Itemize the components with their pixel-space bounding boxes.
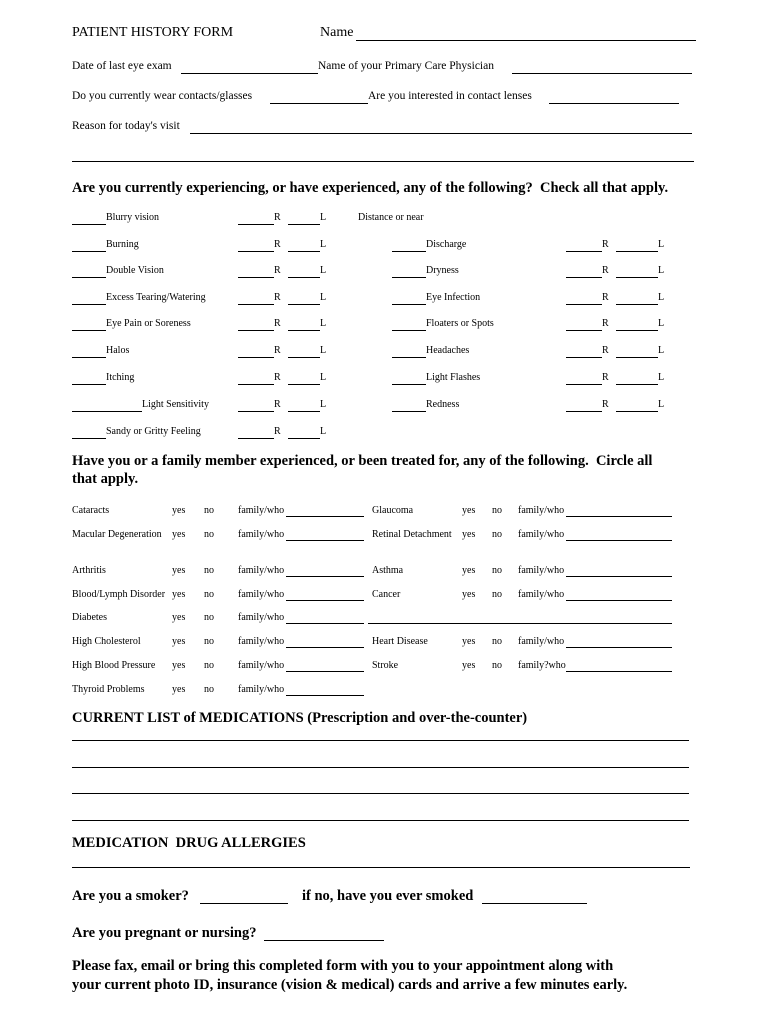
l-label: L [320, 265, 327, 276]
family-who-field[interactable] [286, 623, 364, 624]
physician-label: Name of your Primary Care Physician [318, 60, 494, 72]
right-eye-check[interactable] [566, 251, 602, 252]
last-exam-label: Date of last eye exam [72, 60, 172, 72]
allergies-heading: MEDICATION DRUG ALLERGIES [72, 835, 306, 851]
r-label: R [602, 239, 609, 250]
condition-label: Retinal Detachment [372, 529, 452, 540]
condition-label: Asthma [372, 565, 404, 576]
l-label: L [320, 212, 327, 223]
family-who-label: family/who [238, 660, 285, 671]
symptom-check[interactable] [72, 277, 106, 278]
symptom-label: Discharge [426, 239, 467, 250]
symptom-check[interactable] [72, 411, 142, 412]
reason-field[interactable] [190, 133, 692, 134]
yes-option[interactable]: yes [462, 589, 476, 600]
yes-option[interactable]: yes [172, 660, 186, 671]
right-eye-check[interactable] [238, 411, 274, 412]
family-who-label: family/who [238, 529, 285, 540]
symptom-label: Eye Infection [426, 292, 481, 303]
left-eye-check[interactable] [288, 224, 320, 225]
symptom-check[interactable] [392, 277, 426, 278]
no-option[interactable]: no [492, 505, 502, 516]
family-who-label: family/who [238, 565, 285, 576]
yes-option[interactable]: yes [172, 612, 186, 623]
no-option[interactable]: no [204, 589, 214, 600]
r-label: R [602, 345, 609, 356]
physician-field[interactable] [512, 73, 692, 74]
yes-option[interactable]: yes [462, 529, 476, 540]
symptoms-heading: Are you currently experiencing, or have experienced, any of the following? Check all that apply. [72, 180, 669, 196]
family-who-label: family/who [518, 636, 565, 647]
right-eye-check[interactable] [566, 357, 602, 358]
symptom-label: Excess Tearing/Watering [106, 292, 206, 303]
distance-label: Distance or near [358, 212, 424, 223]
r-label: R [602, 318, 609, 329]
contacts-label: Do you currently wear contacts/glasses [72, 90, 253, 102]
no-option[interactable]: no [204, 636, 214, 647]
left-eye-check[interactable] [288, 357, 320, 358]
left-eye-check[interactable] [616, 357, 658, 358]
condition-label: Stroke [372, 660, 399, 671]
no-option[interactable]: no [492, 636, 502, 647]
medication-line[interactable] [72, 740, 689, 741]
symptom-check[interactable] [72, 251, 106, 252]
l-label: L [658, 318, 665, 329]
family-heading-2: that apply. [72, 471, 139, 487]
l-label: L [320, 345, 327, 356]
left-eye-check[interactable] [288, 411, 320, 412]
left-eye-check[interactable] [616, 251, 658, 252]
right-eye-check[interactable] [238, 224, 274, 225]
reason-label: Reason for today's visit [72, 120, 180, 132]
l-label: L [658, 265, 665, 276]
symptom-label: Light Sensitivity [142, 399, 209, 410]
family-who-field[interactable] [286, 695, 364, 696]
r-label: R [602, 292, 609, 303]
last-exam-field[interactable] [181, 73, 318, 74]
family-who-label: family/who [518, 589, 565, 600]
r-label: R [274, 212, 281, 223]
no-option[interactable]: no [204, 529, 214, 540]
family-who-label: family/who [238, 505, 285, 516]
family-who-field[interactable] [566, 576, 672, 577]
family-who-label: family/who [238, 589, 285, 600]
symptom-label: Itching [106, 372, 135, 383]
right-eye-check[interactable] [566, 277, 602, 278]
medication-line[interactable] [72, 820, 689, 821]
r-label: R [274, 292, 281, 303]
right-eye-check[interactable] [566, 384, 602, 385]
yes-option[interactable]: yes [172, 636, 186, 647]
family-who-field[interactable] [566, 671, 672, 672]
family-who-label: family/who [518, 505, 565, 516]
condition-label: Heart Disease [372, 636, 428, 647]
symptom-check[interactable] [72, 384, 106, 385]
condition-label: Thyroid Problems [72, 684, 145, 695]
family-who-label: family?who [518, 660, 566, 671]
no-option[interactable]: no [492, 565, 502, 576]
family-who-label: family/who [238, 684, 285, 695]
name-label: Name [320, 25, 354, 40]
condition-label: Cataracts [72, 505, 110, 516]
symptom-check[interactable] [392, 384, 426, 385]
right-eye-check[interactable] [566, 411, 602, 412]
right-eye-check[interactable] [238, 357, 274, 358]
symptom-check[interactable] [72, 438, 106, 439]
yes-option[interactable]: yes [172, 529, 186, 540]
symptom-check[interactable] [392, 357, 426, 358]
symptom-label: Redness [426, 399, 460, 410]
condition-label: Arthritis [72, 565, 106, 576]
name-field[interactable] [356, 40, 696, 41]
right-eye-check[interactable] [238, 438, 274, 439]
l-label: L [658, 372, 665, 383]
l-label: L [320, 239, 327, 250]
symptom-label: Sandy or Gritty Feeling [106, 426, 201, 437]
l-label: L [320, 292, 327, 303]
left-eye-check[interactable] [616, 304, 658, 305]
r-label: R [274, 372, 281, 383]
family-who-field[interactable] [286, 671, 364, 672]
left-eye-check[interactable] [288, 438, 320, 439]
symptom-label: Dryness [426, 265, 459, 276]
yes-option[interactable]: yes [462, 565, 476, 576]
pregnant-field[interactable] [264, 940, 384, 941]
no-option[interactable]: no [204, 684, 214, 695]
symptom-label: Double Vision [106, 265, 164, 276]
left-eye-check[interactable] [616, 277, 658, 278]
l-label: L [658, 345, 665, 356]
right-eye-check[interactable] [238, 330, 274, 331]
condition-label: Glaucoma [372, 505, 414, 516]
l-label: L [320, 318, 327, 329]
right-eye-check[interactable] [566, 304, 602, 305]
symptom-label: Floaters or Spots [426, 318, 494, 329]
ever-smoked-field[interactable] [482, 903, 587, 904]
family-who-label: family/who [518, 529, 565, 540]
interested-label: Are you interested in contact lenses [368, 90, 532, 102]
right-eye-check[interactable] [566, 330, 602, 331]
yes-option[interactable]: yes [172, 684, 186, 695]
family-who-field[interactable] [286, 600, 364, 601]
symptom-check[interactable] [72, 224, 106, 225]
condition-label: Diabetes [72, 612, 107, 623]
symptom-label: Halos [106, 345, 130, 356]
right-eye-check[interactable] [238, 277, 274, 278]
left-eye-check[interactable] [616, 384, 658, 385]
yes-option[interactable]: yes [172, 505, 186, 516]
l-label: L [658, 239, 665, 250]
left-eye-check[interactable] [288, 251, 320, 252]
yes-option[interactable]: yes [462, 636, 476, 647]
family-who-field[interactable] [286, 647, 364, 648]
symptom-check[interactable] [392, 251, 426, 252]
l-label: L [658, 292, 665, 303]
family-who-field[interactable] [566, 600, 672, 601]
footer-line-2: your current photo ID, insurance (vision & medical) cards and arrive a few minutes early. [72, 977, 628, 993]
no-option[interactable]: no [204, 565, 214, 576]
family-who-label: family/who [238, 612, 285, 623]
r-label: R [274, 265, 281, 276]
yes-option[interactable]: yes [462, 660, 476, 671]
family-who-field[interactable] [286, 516, 364, 517]
l-label: L [658, 399, 665, 410]
contacts-field[interactable] [270, 103, 368, 104]
left-eye-check[interactable] [616, 330, 658, 331]
smoker-label: Are you a smoker? [72, 888, 189, 904]
symptom-check[interactable] [392, 330, 426, 331]
family-who-field[interactable] [566, 540, 672, 541]
no-option[interactable]: no [492, 660, 502, 671]
r-label: R [274, 345, 281, 356]
symptom-check[interactable] [72, 330, 106, 331]
pregnant-label: Are you pregnant or nursing? [72, 925, 257, 941]
yes-option[interactable]: yes [172, 565, 186, 576]
family-who-field[interactable] [566, 647, 672, 648]
r-label: R [274, 426, 281, 437]
right-eye-check[interactable] [238, 304, 274, 305]
symptom-check[interactable] [392, 304, 426, 305]
r-label: R [602, 399, 609, 410]
symptom-check[interactable] [72, 357, 106, 358]
no-option[interactable]: no [204, 612, 214, 623]
l-label: L [320, 399, 327, 410]
yes-option[interactable]: yes [172, 589, 186, 600]
no-option[interactable]: no [492, 589, 502, 600]
footer-line-1: Please fax, email or bring this completed form with you to your appointment along with [72, 958, 614, 974]
condition-label: High Cholesterol [72, 636, 141, 647]
family-who-field[interactable] [566, 516, 672, 517]
yes-option[interactable]: yes [462, 505, 476, 516]
interested-field[interactable] [549, 103, 679, 104]
condition-label: High Blood Pressure [72, 660, 156, 671]
symptom-label: Light Flashes [426, 372, 481, 383]
symptom-check[interactable] [392, 411, 426, 412]
family-who-field[interactable] [368, 623, 672, 624]
condition-label: Cancer [372, 589, 401, 600]
r-label: R [602, 265, 609, 276]
left-eye-check[interactable] [288, 277, 320, 278]
allergies-field[interactable] [72, 867, 690, 868]
r-label: R [274, 239, 281, 250]
left-eye-check[interactable] [288, 304, 320, 305]
l-label: L [320, 426, 327, 437]
symptom-check[interactable] [72, 304, 106, 305]
family-who-field[interactable] [286, 540, 364, 541]
no-option[interactable]: no [204, 660, 214, 671]
medications-heading: CURRENT LIST of MEDICATIONS (Prescription and over-the-counter) [72, 710, 528, 726]
symptom-label: Eye Pain or Soreness [106, 318, 191, 329]
family-who-label: family/who [518, 565, 565, 576]
r-label: R [274, 399, 281, 410]
l-label: L [320, 372, 327, 383]
no-option[interactable]: no [492, 529, 502, 540]
medication-line[interactable] [72, 767, 689, 768]
medication-line[interactable] [72, 793, 689, 794]
ever-smoked-label: if no, have you ever smoked [302, 888, 474, 904]
no-option[interactable]: no [204, 505, 214, 516]
left-eye-check[interactable] [616, 411, 658, 412]
smoker-field[interactable] [200, 903, 288, 904]
condition-label: Blood/Lymph Disorder [72, 589, 166, 600]
r-label: R [602, 372, 609, 383]
form-title: PATIENT HISTORY FORM [72, 25, 234, 40]
left-eye-check[interactable] [288, 384, 320, 385]
symptom-label: Headaches [426, 345, 470, 356]
right-eye-check[interactable] [238, 384, 274, 385]
symptom-label: Blurry vision [106, 212, 160, 223]
symptom-label: Burning [106, 239, 139, 250]
condition-label: Macular Degeneration [72, 529, 162, 540]
r-label: R [274, 318, 281, 329]
family-who-label: family/who [238, 636, 285, 647]
family-who-field[interactable] [286, 576, 364, 577]
reason-field-2[interactable] [72, 161, 694, 162]
right-eye-check[interactable] [238, 251, 274, 252]
family-heading: Have you or a family member experienced, or been treated for, any of the following. Circle all [72, 453, 653, 469]
left-eye-check[interactable] [288, 330, 320, 331]
